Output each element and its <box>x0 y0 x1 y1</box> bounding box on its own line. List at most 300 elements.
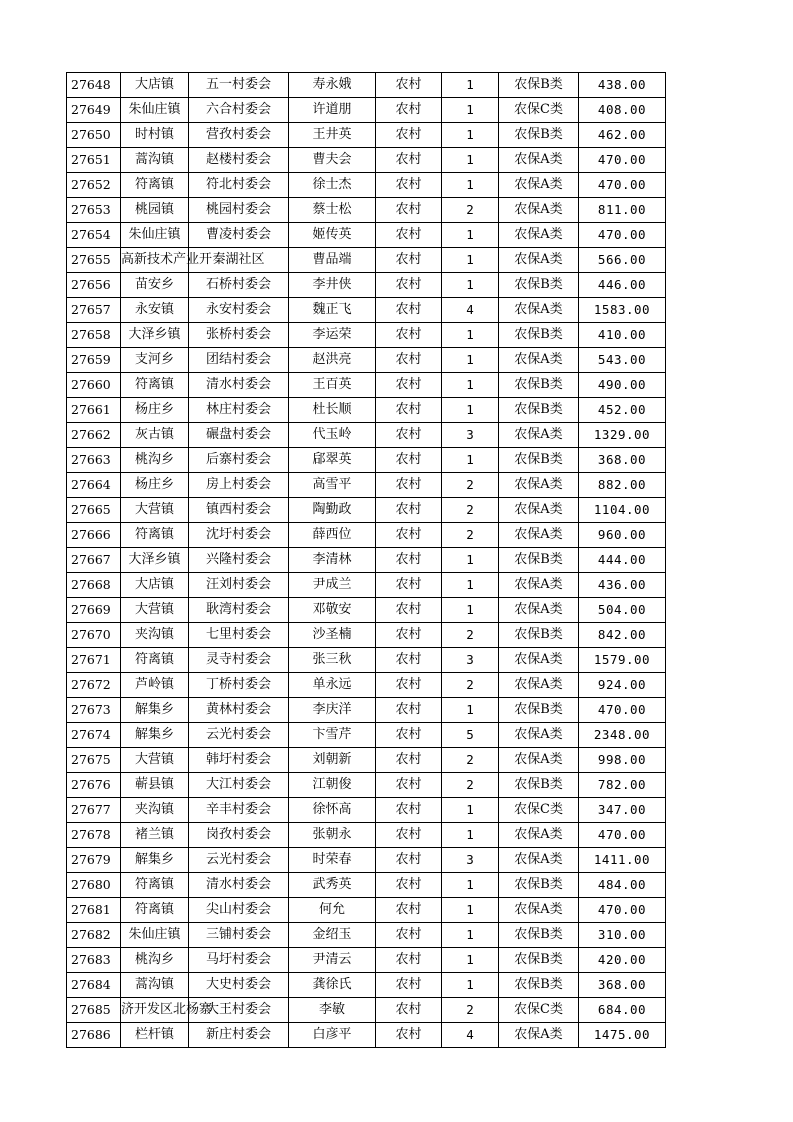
category-cell: 农保A类 <box>499 1023 579 1048</box>
residence-type-cell: 农村 <box>376 348 442 373</box>
table-row <box>67 548 666 573</box>
village-cell: 房上村委会 <box>189 473 289 498</box>
amount-cell: 420.00 <box>579 948 666 973</box>
village-cell: 沈圩村委会 <box>189 523 289 548</box>
category-cell: 农保A类 <box>499 148 579 173</box>
village-cell: 韩圩村委会 <box>189 748 289 773</box>
table-row <box>67 373 666 398</box>
category-cell: 农保A类 <box>499 523 579 548</box>
residence-type-cell: 农村 <box>376 298 442 323</box>
amount-cell: 484.00 <box>579 873 666 898</box>
count-cell: 2 <box>442 198 499 223</box>
category-cell: 农保A类 <box>499 198 579 223</box>
category-cell: 农保B类 <box>499 398 579 423</box>
amount-cell: 2348.00 <box>579 723 666 748</box>
count-cell: 1 <box>442 698 499 723</box>
town-cell: 支河乡 <box>121 348 189 373</box>
table-row <box>67 448 666 473</box>
amount-cell: 882.00 <box>579 473 666 498</box>
count-cell: 2 <box>442 748 499 773</box>
record-id-cell: 27658 <box>67 323 121 348</box>
residence-type-cell: 农村 <box>376 698 442 723</box>
table-row <box>67 98 666 123</box>
category-cell: 农保C类 <box>499 998 579 1023</box>
count-cell: 1 <box>442 573 499 598</box>
residence-type-cell: 农村 <box>376 573 442 598</box>
person-name-cell: 赵洪亮 <box>289 348 376 373</box>
residence-type-cell: 农村 <box>376 898 442 923</box>
town-cell: 符离镇 <box>121 523 189 548</box>
count-cell: 1 <box>442 398 499 423</box>
table-row <box>67 798 666 823</box>
amount-cell: 470.00 <box>579 173 666 198</box>
count-cell: 4 <box>442 298 499 323</box>
town-cell: 符离镇 <box>121 173 189 198</box>
record-id-cell: 27649 <box>67 98 121 123</box>
village-cell: 曹凌村委会 <box>189 223 289 248</box>
amount-cell: 462.00 <box>579 123 666 148</box>
residence-type-cell: 农村 <box>376 623 442 648</box>
record-id-cell: 27675 <box>67 748 121 773</box>
residence-type-cell: 农村 <box>376 473 442 498</box>
person-name-cell: 邓敬安 <box>289 598 376 623</box>
record-id-cell: 27652 <box>67 173 121 198</box>
record-id-cell: 27673 <box>67 698 121 723</box>
category-cell: 农保B类 <box>499 273 579 298</box>
person-name-cell: 李敏 <box>289 998 376 1023</box>
table-row <box>67 323 666 348</box>
person-name-cell: 魏正飞 <box>289 298 376 323</box>
table-row <box>67 223 666 248</box>
record-id-cell: 27648 <box>67 73 121 98</box>
town-cell: 符离镇 <box>121 648 189 673</box>
village-cell: 尖山村委会 <box>189 898 289 923</box>
table-row <box>67 423 666 448</box>
residence-type-cell: 农村 <box>376 723 442 748</box>
table-row <box>67 723 666 748</box>
count-cell: 3 <box>442 648 499 673</box>
table-row <box>67 398 666 423</box>
record-id-cell: 27665 <box>67 498 121 523</box>
person-name-cell: 白彦平 <box>289 1023 376 1048</box>
person-name-cell: 李井侠 <box>289 273 376 298</box>
amount-cell: 452.00 <box>579 398 666 423</box>
person-name-cell: 武秀英 <box>289 873 376 898</box>
village-cell: 石桥村委会 <box>189 273 289 298</box>
records-table <box>66 72 666 1048</box>
village-cell: 清水村委会 <box>189 373 289 398</box>
residence-type-cell: 农村 <box>376 423 442 448</box>
town-cell: 大营镇 <box>121 598 189 623</box>
table-row <box>67 148 666 173</box>
person-name-cell: 薛西位 <box>289 523 376 548</box>
category-cell: 农保A类 <box>499 173 579 198</box>
village-cell: 赵楼村委会 <box>189 148 289 173</box>
person-name-cell: 单永远 <box>289 673 376 698</box>
table-row <box>67 248 666 273</box>
amount-cell: 446.00 <box>579 273 666 298</box>
town-cell: 朱仙庄镇 <box>121 923 189 948</box>
record-id-cell: 27681 <box>67 898 121 923</box>
town-cell: 高新技术产业开 <box>121 248 189 273</box>
category-cell: 农保A类 <box>499 298 579 323</box>
town-cell: 桃沟乡 <box>121 448 189 473</box>
residence-type-cell: 农村 <box>376 523 442 548</box>
record-id-cell: 27654 <box>67 223 121 248</box>
record-id-cell: 27655 <box>67 248 121 273</box>
town-cell: 灰古镇 <box>121 423 189 448</box>
residence-type-cell: 农村 <box>376 148 442 173</box>
amount-cell: 1104.00 <box>579 498 666 523</box>
count-cell: 1 <box>442 598 499 623</box>
record-id-cell: 27684 <box>67 973 121 998</box>
person-name-cell: 曹品端 <box>289 248 376 273</box>
residence-type-cell: 农村 <box>376 123 442 148</box>
amount-cell: 470.00 <box>579 823 666 848</box>
category-cell: 农保A类 <box>499 848 579 873</box>
person-name-cell: 高雪平 <box>289 473 376 498</box>
village-cell: 丁桥村委会 <box>189 673 289 698</box>
count-cell: 2 <box>442 773 499 798</box>
record-id-cell: 27676 <box>67 773 121 798</box>
residence-type-cell: 农村 <box>376 998 442 1023</box>
record-id-cell: 27677 <box>67 798 121 823</box>
count-cell: 1 <box>442 348 499 373</box>
count-cell: 2 <box>442 998 499 1023</box>
amount-cell: 543.00 <box>579 348 666 373</box>
person-name-cell: 时荣春 <box>289 848 376 873</box>
town-cell: 褚兰镇 <box>121 823 189 848</box>
category-cell: 农保B类 <box>499 773 579 798</box>
village-cell: 灵寺村委会 <box>189 648 289 673</box>
record-id-cell: 27669 <box>67 598 121 623</box>
town-cell: 符离镇 <box>121 873 189 898</box>
residence-type-cell: 农村 <box>376 448 442 473</box>
record-id-cell: 27685 <box>67 998 121 1023</box>
village-cell: 张桥村委会 <box>189 323 289 348</box>
category-cell: 农保B类 <box>499 698 579 723</box>
town-cell: 朱仙庄镇 <box>121 98 189 123</box>
count-cell: 1 <box>442 973 499 998</box>
residence-type-cell: 农村 <box>376 673 442 698</box>
count-cell: 4 <box>442 1023 499 1048</box>
village-cell: 黄林村委会 <box>189 698 289 723</box>
table-row <box>67 848 666 873</box>
person-name-cell: 杜长顺 <box>289 398 376 423</box>
person-name-cell: 姬传英 <box>289 223 376 248</box>
count-cell: 1 <box>442 98 499 123</box>
amount-cell: 1329.00 <box>579 423 666 448</box>
person-name-cell: 张朝永 <box>289 823 376 848</box>
table-row <box>67 973 666 998</box>
village-cell: 符北村委会 <box>189 173 289 198</box>
table-row <box>67 598 666 623</box>
amount-cell: 811.00 <box>579 198 666 223</box>
town-cell: 解集乡 <box>121 848 189 873</box>
amount-cell: 1583.00 <box>579 298 666 323</box>
table-row <box>67 673 666 698</box>
category-cell: 农保C类 <box>499 98 579 123</box>
village-cell: 团结村委会 <box>189 348 289 373</box>
town-cell: 杨庄乡 <box>121 398 189 423</box>
category-cell: 农保B类 <box>499 73 579 98</box>
table-row <box>67 473 666 498</box>
category-cell: 农保A类 <box>499 823 579 848</box>
town-cell: 苗安乡 <box>121 273 189 298</box>
person-name-cell: 徐怀高 <box>289 798 376 823</box>
count-cell: 1 <box>442 798 499 823</box>
record-id-cell: 27683 <box>67 948 121 973</box>
category-cell: 农保A类 <box>499 423 579 448</box>
category-cell: 农保A类 <box>499 573 579 598</box>
record-id-cell: 27680 <box>67 873 121 898</box>
record-id-cell: 27660 <box>67 373 121 398</box>
amount-cell: 1475.00 <box>579 1023 666 1048</box>
count-cell: 1 <box>442 823 499 848</box>
count-cell: 1 <box>442 273 499 298</box>
person-name-cell: 沙圣楠 <box>289 623 376 648</box>
category-cell: 农保A类 <box>499 473 579 498</box>
category-cell: 农保B类 <box>499 373 579 398</box>
amount-cell: 470.00 <box>579 223 666 248</box>
count-cell: 1 <box>442 323 499 348</box>
town-cell: 桃沟乡 <box>121 948 189 973</box>
table-row <box>67 698 666 723</box>
count-cell: 1 <box>442 123 499 148</box>
count-cell: 1 <box>442 223 499 248</box>
count-cell: 5 <box>442 723 499 748</box>
record-id-cell: 27670 <box>67 623 121 648</box>
person-name-cell: 何允 <box>289 898 376 923</box>
amount-cell: 368.00 <box>579 973 666 998</box>
village-cell: 云光村委会 <box>189 848 289 873</box>
amount-cell: 566.00 <box>579 248 666 273</box>
table-row <box>67 573 666 598</box>
count-cell: 1 <box>442 173 499 198</box>
village-cell: 营孜村委会 <box>189 123 289 148</box>
town-cell: 蒿沟镇 <box>121 148 189 173</box>
count-cell: 1 <box>442 148 499 173</box>
record-id-cell: 27678 <box>67 823 121 848</box>
amount-cell: 410.00 <box>579 323 666 348</box>
amount-cell: 1579.00 <box>579 648 666 673</box>
residence-type-cell: 农村 <box>376 773 442 798</box>
count-cell: 1 <box>442 898 499 923</box>
record-id-cell: 27662 <box>67 423 121 448</box>
table-row <box>67 298 666 323</box>
amount-cell: 1411.00 <box>579 848 666 873</box>
record-id-cell: 27672 <box>67 673 121 698</box>
person-name-cell: 卞雪芹 <box>289 723 376 748</box>
residence-type-cell: 农村 <box>376 948 442 973</box>
person-name-cell: 陶勤政 <box>289 498 376 523</box>
residence-type-cell: 农村 <box>376 73 442 98</box>
count-cell: 2 <box>442 498 499 523</box>
village-cell: 后寨村委会 <box>189 448 289 473</box>
table-row <box>67 1023 666 1048</box>
amount-cell: 470.00 <box>579 148 666 173</box>
residence-type-cell: 农村 <box>376 498 442 523</box>
table-row <box>67 898 666 923</box>
village-cell: 马圩村委会 <box>189 948 289 973</box>
residence-type-cell: 农村 <box>376 198 442 223</box>
person-name-cell: 许道朋 <box>289 98 376 123</box>
village-cell: 新庄村委会 <box>189 1023 289 1048</box>
residence-type-cell: 农村 <box>376 923 442 948</box>
amount-cell: 470.00 <box>579 698 666 723</box>
record-id-cell: 27686 <box>67 1023 121 1048</box>
amount-cell: 368.00 <box>579 448 666 473</box>
person-name-cell: 郈翠英 <box>289 448 376 473</box>
record-id-cell: 27682 <box>67 923 121 948</box>
category-cell: 农保A类 <box>499 348 579 373</box>
record-id-cell: 27668 <box>67 573 121 598</box>
person-name-cell: 李庆洋 <box>289 698 376 723</box>
records-table-body <box>67 73 666 1048</box>
table-row <box>67 498 666 523</box>
amount-cell: 470.00 <box>579 898 666 923</box>
residence-type-cell: 农村 <box>376 323 442 348</box>
record-id-cell: 27657 <box>67 298 121 323</box>
amount-cell: 436.00 <box>579 573 666 598</box>
category-cell: 农保B类 <box>499 623 579 648</box>
table-row <box>67 823 666 848</box>
town-cell: 蒿沟镇 <box>121 973 189 998</box>
amount-cell: 684.00 <box>579 998 666 1023</box>
record-id-cell: 27650 <box>67 123 121 148</box>
category-cell: 农保A类 <box>499 648 579 673</box>
amount-cell: 782.00 <box>579 773 666 798</box>
category-cell: 农保A类 <box>499 748 579 773</box>
record-id-cell: 27666 <box>67 523 121 548</box>
town-cell: 芦岭镇 <box>121 673 189 698</box>
residence-type-cell: 农村 <box>376 1023 442 1048</box>
record-id-cell: 27663 <box>67 448 121 473</box>
person-name-cell: 徐士杰 <box>289 173 376 198</box>
count-cell: 1 <box>442 948 499 973</box>
person-name-cell: 张三秋 <box>289 648 376 673</box>
record-id-cell: 27674 <box>67 723 121 748</box>
village-cell: 桃园村委会 <box>189 198 289 223</box>
record-id-cell: 27659 <box>67 348 121 373</box>
residence-type-cell: 农村 <box>376 798 442 823</box>
amount-cell: 960.00 <box>579 523 666 548</box>
town-cell: 大营镇 <box>121 498 189 523</box>
person-name-cell: 龚徐氏 <box>289 973 376 998</box>
village-cell: 秦湖社区 <box>189 248 289 273</box>
village-cell: 大史村委会 <box>189 973 289 998</box>
person-name-cell: 尹清云 <box>289 948 376 973</box>
residence-type-cell: 农村 <box>376 173 442 198</box>
category-cell: 农保A类 <box>499 898 579 923</box>
village-cell: 镇西村委会 <box>189 498 289 523</box>
count-cell: 1 <box>442 373 499 398</box>
town-cell: 杨庄乡 <box>121 473 189 498</box>
record-id-cell: 27667 <box>67 548 121 573</box>
residence-type-cell: 农村 <box>376 98 442 123</box>
amount-cell: 444.00 <box>579 548 666 573</box>
record-id-cell: 27656 <box>67 273 121 298</box>
residence-type-cell: 农村 <box>376 398 442 423</box>
count-cell: 3 <box>442 848 499 873</box>
table-row <box>67 948 666 973</box>
town-cell: 大店镇 <box>121 73 189 98</box>
records-table-container <box>66 72 666 1048</box>
amount-cell: 924.00 <box>579 673 666 698</box>
town-cell: 永安镇 <box>121 298 189 323</box>
person-name-cell: 李清林 <box>289 548 376 573</box>
record-id-cell: 27661 <box>67 398 121 423</box>
table-row <box>67 273 666 298</box>
town-cell: 时村镇 <box>121 123 189 148</box>
category-cell: 农保B类 <box>499 323 579 348</box>
record-id-cell: 27671 <box>67 648 121 673</box>
residence-type-cell: 农村 <box>376 548 442 573</box>
table-row <box>67 623 666 648</box>
village-cell: 碾盘村委会 <box>189 423 289 448</box>
village-cell: 岗孜村委会 <box>189 823 289 848</box>
table-row <box>67 873 666 898</box>
table-row <box>67 923 666 948</box>
village-cell: 大王村委会 <box>189 998 289 1023</box>
residence-type-cell: 农村 <box>376 248 442 273</box>
person-name-cell: 曹夫会 <box>289 148 376 173</box>
amount-cell: 998.00 <box>579 748 666 773</box>
person-name-cell: 代玉岭 <box>289 423 376 448</box>
count-cell: 3 <box>442 423 499 448</box>
village-cell: 兴隆村委会 <box>189 548 289 573</box>
town-cell: 桃园镇 <box>121 198 189 223</box>
count-cell: 1 <box>442 923 499 948</box>
residence-type-cell: 农村 <box>376 223 442 248</box>
village-cell: 清水村委会 <box>189 873 289 898</box>
residence-type-cell: 农村 <box>376 648 442 673</box>
amount-cell: 504.00 <box>579 598 666 623</box>
count-cell: 1 <box>442 73 499 98</box>
person-name-cell: 金绍玉 <box>289 923 376 948</box>
town-cell: 大营镇 <box>121 748 189 773</box>
amount-cell: 490.00 <box>579 373 666 398</box>
record-id-cell: 27651 <box>67 148 121 173</box>
category-cell: 农保B类 <box>499 873 579 898</box>
count-cell: 1 <box>442 548 499 573</box>
table-row <box>67 123 666 148</box>
table-row <box>67 198 666 223</box>
table-row <box>67 73 666 98</box>
residence-type-cell: 农村 <box>376 973 442 998</box>
count-cell: 2 <box>442 623 499 648</box>
category-cell: 农保A类 <box>499 673 579 698</box>
category-cell: 农保A类 <box>499 223 579 248</box>
table-row <box>67 348 666 373</box>
table-row <box>67 998 666 1023</box>
amount-cell: 310.00 <box>579 923 666 948</box>
town-cell: 栏杆镇 <box>121 1023 189 1048</box>
table-row <box>67 173 666 198</box>
person-name-cell: 李运荣 <box>289 323 376 348</box>
person-name-cell: 王百英 <box>289 373 376 398</box>
category-cell: 农保B类 <box>499 548 579 573</box>
residence-type-cell: 农村 <box>376 823 442 848</box>
town-cell: 济开发区北杨寨 <box>121 998 189 1023</box>
town-cell: 大泽乡镇 <box>121 323 189 348</box>
category-cell: 农保A类 <box>499 598 579 623</box>
residence-type-cell: 农村 <box>376 273 442 298</box>
residence-type-cell: 农村 <box>376 598 442 623</box>
town-cell: 符离镇 <box>121 898 189 923</box>
category-cell: 农保A类 <box>499 723 579 748</box>
count-cell: 2 <box>442 673 499 698</box>
